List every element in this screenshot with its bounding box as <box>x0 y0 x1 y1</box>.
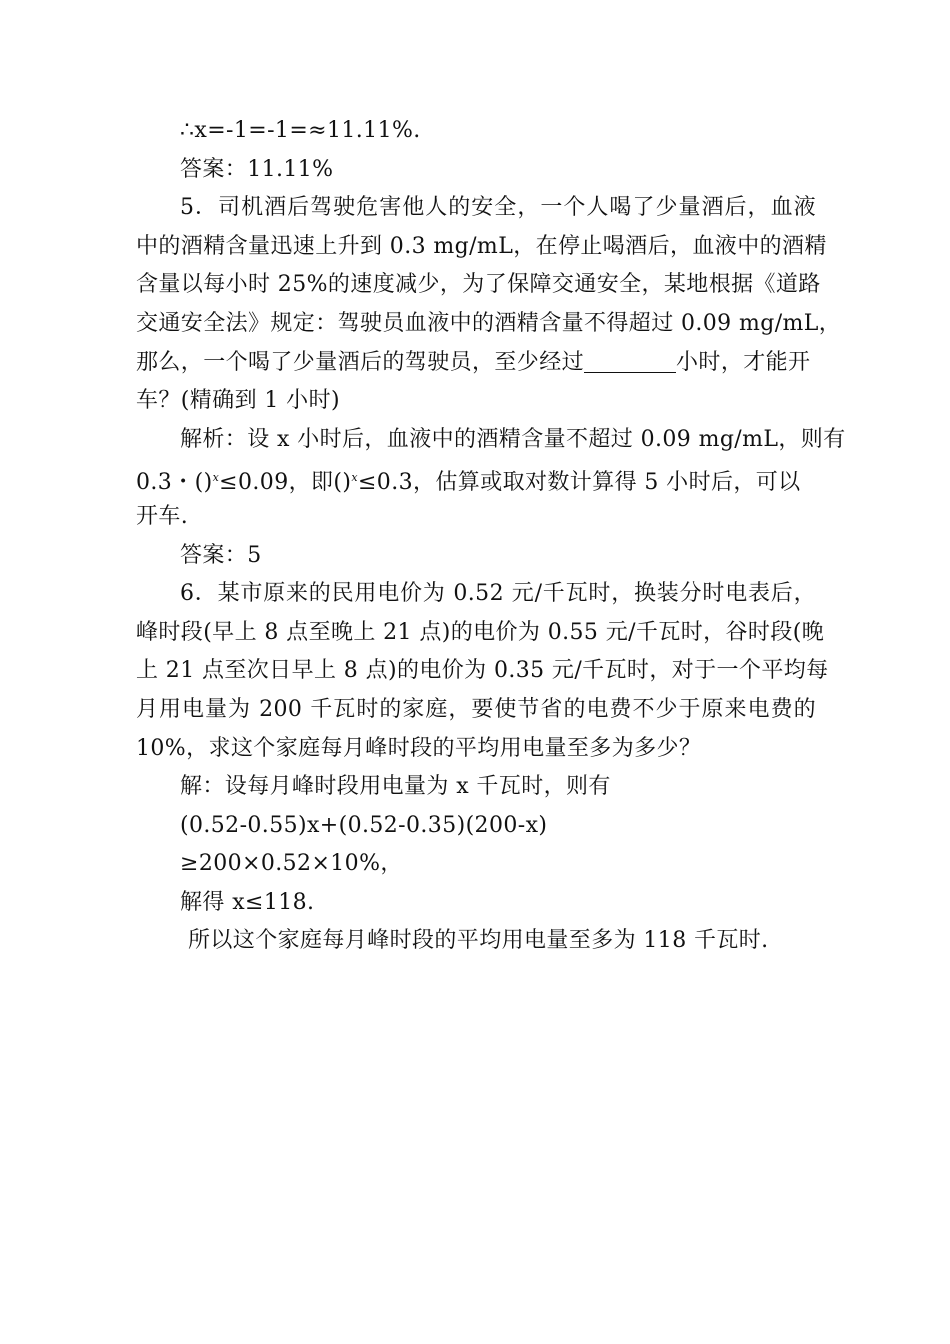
solution-line: (0.52-0.55)x+(0.52-0.35)(200-x) <box>180 812 548 838</box>
text-span: 0.3・() <box>136 470 213 496</box>
text-span: 那么，一个喝了少量酒后的驾驶员，至少经过 <box>136 349 585 375</box>
text-span: 小时，才能开 <box>676 349 811 375</box>
problem-5-line <box>136 344 816 383</box>
problem-6-line: 月用电量为 200 千瓦时的家庭，要使节省的电费不少于原来电费的 <box>136 696 816 722</box>
analysis-line: 解析：设 x 小时后，血液中的酒精含量不超过 0.09 mg/mL，则有 <box>180 426 846 452</box>
solution-line: 解：设每月峰时段用电量为 x 千瓦时，则有 <box>180 774 611 800</box>
text-line: ∴x=-1=-1=≈11.11%. <box>180 118 421 143</box>
answer-blank <box>584 350 676 373</box>
conclusion-line: 所以这个家庭每月峰时段的平均用电量至多为 118 千瓦时. <box>188 928 769 954</box>
solution-line: 解得 x≤118. <box>180 889 315 915</box>
document-page <box>136 112 846 961</box>
answer-line: 答案：5 <box>180 542 262 568</box>
problem-6-line: 6．某市原来的民用电价为 0.52 元/千瓦时，换装分时电表后， <box>180 581 816 607</box>
problem-5-line: 交通安全法》规定：驾驶员血液中的酒精含量不得超过 0.09 mg/mL， <box>136 310 842 336</box>
exponent: x <box>212 471 220 485</box>
problem-5-line: 车？(精确到 1 小时) <box>136 388 340 414</box>
text-span: ≤0.3，估算或取对数计算得 5 小时后，可以 <box>357 470 801 496</box>
problem-6-line: 10%，求这个家庭每月峰时段的平均用电量至多为多少？ <box>136 735 702 761</box>
problem-5-line: 含量以每小时 25%的速度减少，为了保障交通安全，某地根据《道路 <box>136 272 821 298</box>
analysis-line <box>136 459 816 498</box>
problem-5-line: 5．司机酒后驾驶危害他人的安全，一个人喝了少量酒后，血液 <box>180 195 816 221</box>
text-span: ≤0.09，即() <box>219 470 352 496</box>
solution-line: ≥200×0.52×10%， <box>180 851 403 877</box>
answer-line: 答案：11.11% <box>180 156 334 182</box>
analysis-line: 开车. <box>136 503 189 529</box>
problem-5-line: 中的酒精含量迅速上升到 0.3 mg/mL，在停止喝酒后，血液中的酒精 <box>136 233 827 259</box>
exponent: x <box>351 471 358 485</box>
problem-6-line: 上 21 点至次日早上 8 点)的电价为 0.35 元/千瓦时，对于一个平均每 <box>136 658 829 684</box>
problem-6-line: 峰时段(早上 8 点至晚上 21 点)的电价为 0.55 元/千瓦时，谷时段(晚 <box>136 619 825 645</box>
